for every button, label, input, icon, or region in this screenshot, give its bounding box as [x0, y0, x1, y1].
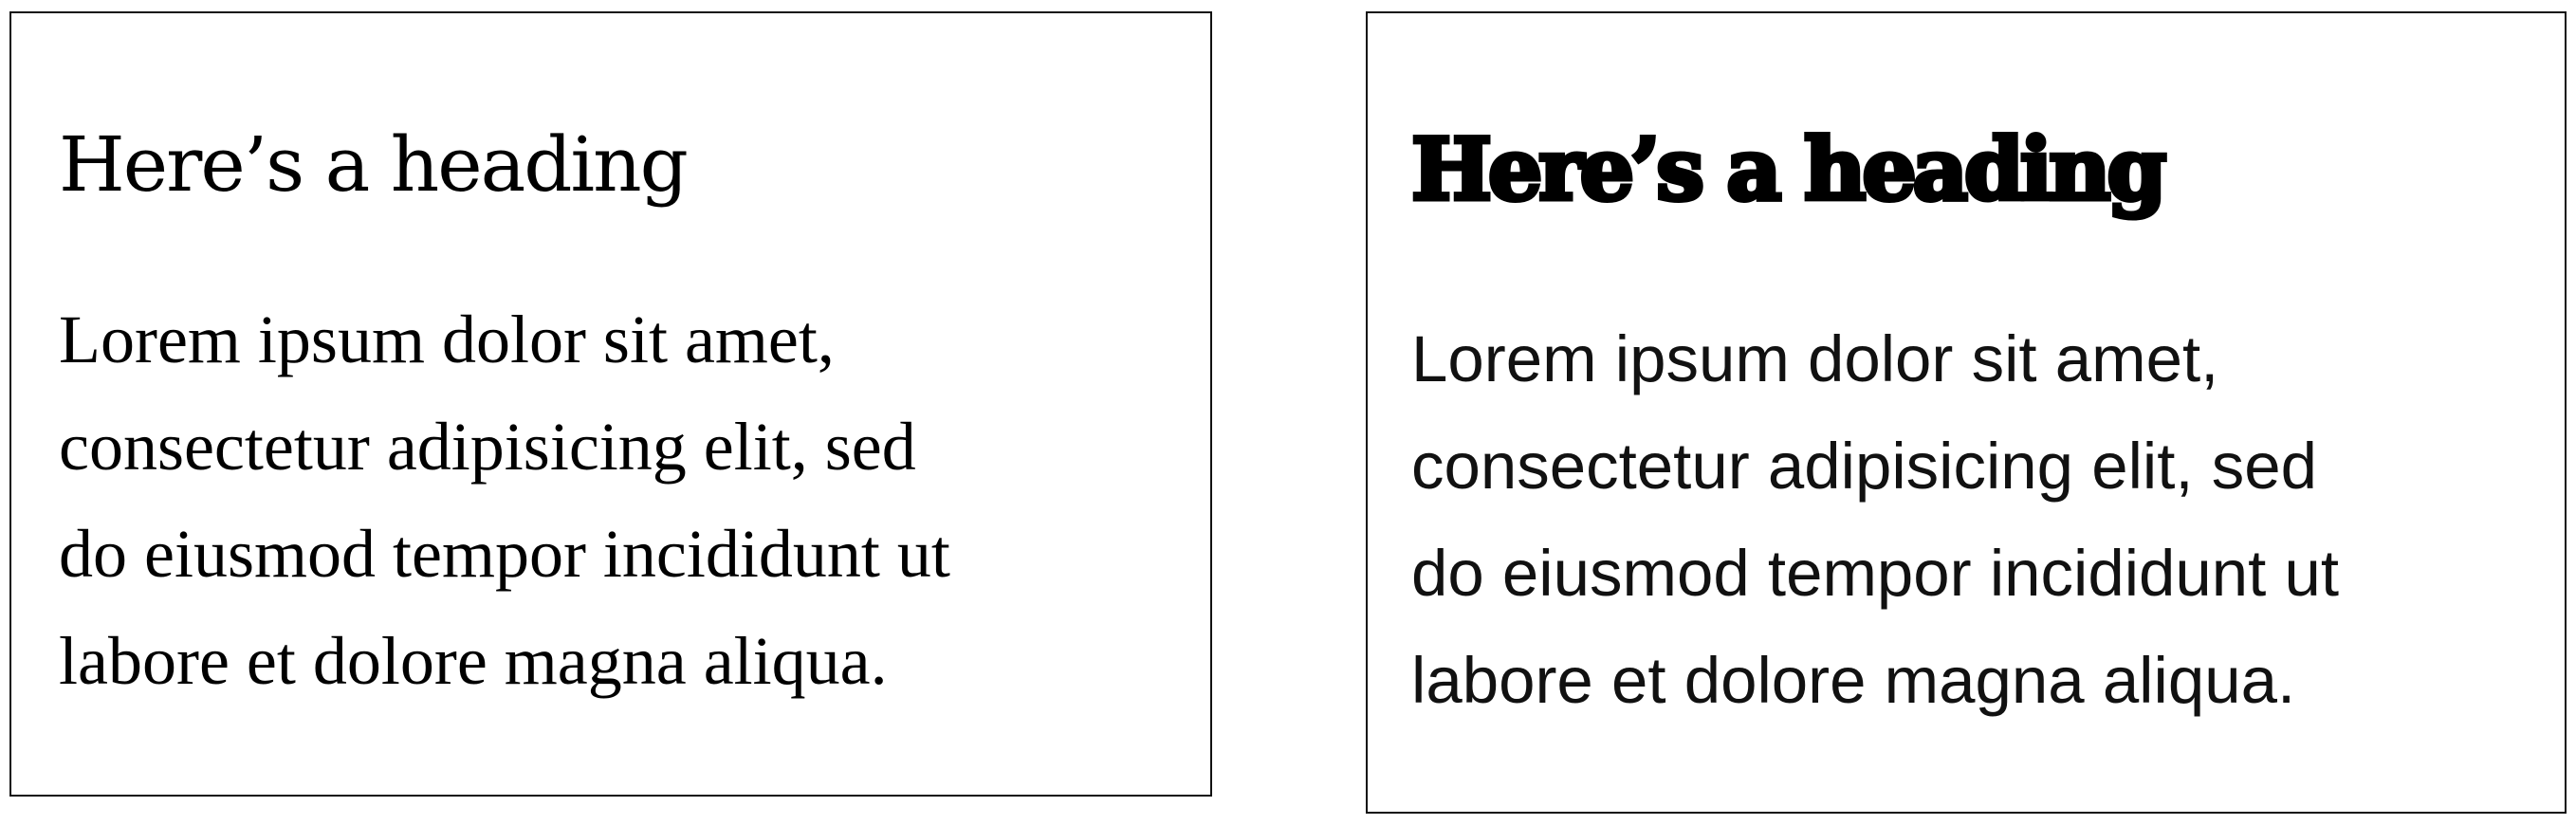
sans-body-line: consectetur adipisicing elit, sed: [1411, 430, 2318, 503]
sans-body-line: do eiusmod tempor incididunt ut: [1411, 537, 2340, 610]
display-card-body: [1411, 305, 2339, 734]
sans-body-line: Lorem ipsum dolor sit amet,: [1411, 322, 2219, 395]
serif-body-line: consectetur adipisicing elit, sed: [59, 409, 916, 485]
display-sample-card: [1366, 11, 2567, 814]
serif-body-line: do eiusmod tempor incididunt ut: [59, 516, 950, 592]
display-card-heading: Here’s a heading: [1411, 119, 2163, 220]
serif-sample-card: [9, 11, 1212, 797]
sans-body-line: labore et dolore magna aliqua.: [1411, 644, 2296, 717]
serif-card-body: [59, 286, 950, 715]
serif-card-heading: Here’s a heading: [59, 120, 687, 209]
serif-body-line: labore et dolore magna aliqua.: [59, 623, 888, 699]
serif-body-line: Lorem ipsum dolor sit amet,: [59, 302, 835, 377]
